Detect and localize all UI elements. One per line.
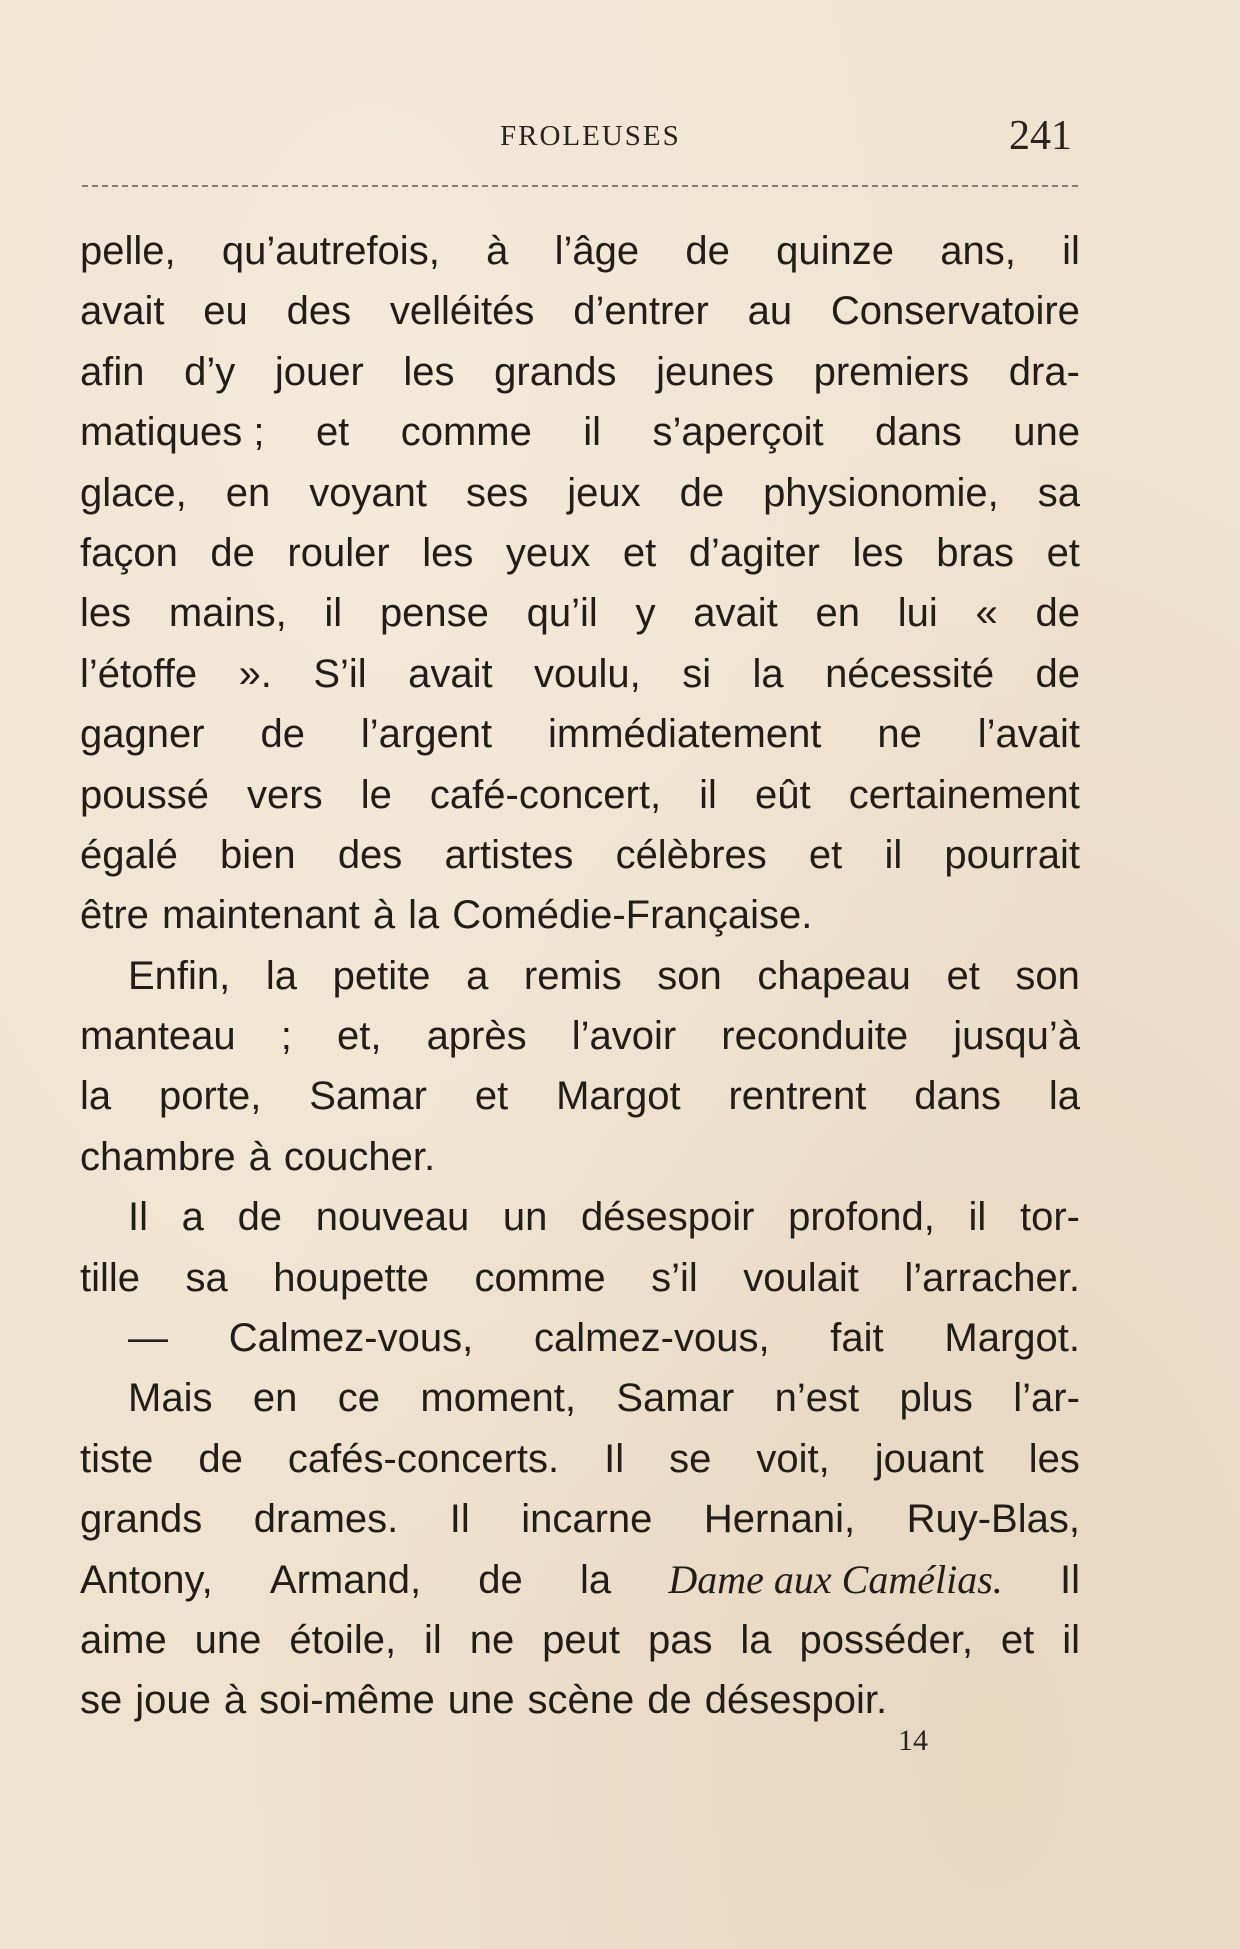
text-line [80,1489,1080,1549]
word: de [210,530,255,575]
word: eu [203,289,248,334]
word: grands [494,349,617,394]
word: de [198,1436,243,1481]
word: il [1062,229,1080,273]
word: de [679,470,725,515]
word: les [80,591,132,636]
word: dans [875,410,962,455]
word: cafés-concerts. [287,1436,560,1481]
word: jouer [274,349,364,394]
word: Samar [616,1376,735,1421]
word: dans [914,1074,1001,1119]
word: Il [1060,1557,1080,1602]
word: les [852,530,904,575]
word: Antony, [80,1557,213,1602]
word: rentrent [728,1074,867,1119]
text-line [80,1066,1080,1126]
word: quinze [776,229,895,273]
text-line [80,1308,1080,1368]
word: n’est [774,1376,860,1421]
word: et [808,832,843,877]
word: de [478,1557,523,1602]
text-line [80,765,1080,825]
word: au [747,289,793,334]
text-line [80,1006,1080,1066]
word: calmez-vous, [533,1316,770,1361]
word: ses [466,470,529,515]
word: comme [400,410,532,455]
word: porte, [159,1074,262,1119]
word: les [1028,1436,1080,1481]
word: Armand, [269,1557,422,1602]
text-line [80,281,1080,341]
text-line [80,704,1080,764]
word: café-concert, [429,772,662,817]
word: l’avait [977,712,1080,757]
word: petite [332,953,431,998]
word: d’entrer [573,289,709,334]
word: le [360,772,392,817]
word: sa [1037,470,1080,515]
word: il [424,1617,442,1662]
word: ». [238,651,272,696]
word: de [1035,651,1080,696]
word: voulu, [534,651,641,696]
word: se [80,1678,123,1723]
word: voit, [756,1436,830,1481]
word: il [583,410,602,455]
word: afin [80,349,145,394]
word: vers [247,772,323,817]
word: voulait [743,1255,859,1300]
word: matiques ; [80,410,265,455]
word: glace, [80,470,187,515]
word: jusqu’à [953,1014,1080,1059]
word: incarne [521,1497,653,1542]
word: Il [604,1436,625,1481]
word: et [315,410,350,455]
word: physionomie, [763,470,999,515]
word: à [372,893,396,938]
word: la [580,1557,612,1602]
word: de [647,1678,692,1723]
word: désespoir [581,1195,755,1240]
word: Margot [556,1074,681,1119]
text-line [80,1127,1080,1187]
word: se [669,1436,712,1481]
word: immédiatement [547,712,822,757]
word: Il [128,1195,148,1240]
word: et [1000,1617,1035,1662]
text-line [80,1187,1080,1247]
word: « [975,591,998,636]
word: des [337,832,403,877]
word: la [740,1617,772,1662]
word: houpette [273,1255,429,1300]
word: et, [336,1014,382,1059]
word: d’y [184,349,236,394]
word: son [657,953,722,998]
word: l’argent [360,712,493,757]
word: l’âge [554,229,640,273]
word: sa [185,1255,228,1300]
word: les [422,530,474,575]
word: velléités [389,289,535,334]
word: gagner [80,712,205,757]
word: il [884,832,903,877]
word: Ruy-Blas, [906,1497,1080,1542]
word: il [324,591,343,636]
text-line [80,825,1080,885]
word: qu’autrefois, [221,229,440,273]
word: grands [80,1497,203,1542]
word: bras [936,530,1015,575]
page-number: 241 [1009,113,1072,159]
word: tor- [1019,1195,1080,1240]
word: des [286,289,352,334]
word: plus [899,1376,973,1421]
word: la [1048,1074,1080,1119]
signature-mark: 14 [898,1724,928,1757]
word: profond, [788,1195,935,1240]
text-line [80,583,1080,643]
text-line [80,1550,1080,1610]
text-line [80,342,1080,402]
word: ne [469,1617,515,1662]
word: fait [830,1316,884,1361]
word: à [223,1678,247,1723]
word: façon [80,530,178,575]
text-line [80,1248,1080,1308]
word: drames. [253,1497,399,1542]
word: remis [523,953,622,998]
text-line [80,1429,1080,1489]
word: nécessité [825,651,995,696]
word: manteau [80,1014,236,1059]
word: coucher. [283,1134,436,1179]
word: une [1013,410,1080,455]
word: Samar [309,1074,427,1119]
word: en [815,591,861,636]
word: Conservatoire [830,289,1080,334]
word: une [194,1617,262,1662]
word: l’étoffe [80,651,198,696]
word: après [426,1014,527,1059]
word: mains, [168,591,287,636]
word: poussé [80,772,209,817]
word: Comédie-Française. [452,893,813,938]
word: de [685,229,730,273]
word: de [260,712,305,757]
word: l’ar- [1013,1376,1080,1421]
word: chapeau [757,953,911,998]
word: avait [80,289,165,334]
word: posséder, [799,1617,973,1662]
word: voyant [309,470,428,515]
text-line [80,402,1080,462]
word: scène [527,1678,635,1723]
word: désespoir. [704,1678,888,1723]
word: les [403,349,455,394]
word: Enfin, [128,953,231,998]
word: étoile, [289,1617,397,1662]
word: ; [280,1014,292,1059]
word: il [968,1195,987,1240]
word: chambre [80,1134,236,1179]
word: Calmez-vous, [228,1316,474,1361]
header-rule [82,185,1078,187]
word: bien [220,832,296,877]
word: tille [80,1255,141,1300]
word: et [946,953,980,998]
word: célèbres [615,832,767,877]
word: reconduite [721,1014,909,1059]
word: a [181,1195,204,1240]
word: la [752,651,784,696]
word: la [80,1074,112,1119]
word: être [80,893,149,938]
word: Mais [128,1376,213,1421]
word: — [128,1316,168,1361]
word: yeux [505,530,591,575]
word: l’arracher. [904,1255,1080,1300]
word: lui [897,591,938,636]
word: certainement [848,772,1080,817]
word: jouant [874,1436,984,1481]
word: Il [449,1497,470,1542]
word: pourrait [944,832,1080,877]
page-header [80,112,1080,162]
word: la [265,953,298,998]
word: l’avoir [571,1014,677,1059]
word: artistes [444,832,574,877]
word: pas [647,1617,713,1662]
word: peut [542,1617,621,1662]
word: en [225,470,271,515]
word: premiers [813,349,970,394]
word: Margot. [944,1316,1080,1361]
word: à [486,229,509,273]
word: s’aperçoit [652,410,824,455]
text-line [80,1610,1080,1670]
word: à [248,1134,271,1179]
text-line [80,885,1080,945]
word: soi-même [259,1678,435,1723]
word: il [1062,1617,1080,1662]
word: Dame aux Camélias. [668,1556,1003,1602]
word: ne [877,712,922,757]
word: et [474,1074,509,1119]
word: moment, [420,1376,576,1421]
word: rouler [287,530,390,575]
word: si [682,651,712,696]
word: ans, [940,229,1016,273]
word: un [502,1195,548,1240]
word: y [635,591,656,636]
text-line [80,1670,1080,1730]
text-line [80,1368,1080,1428]
text-line [80,463,1080,523]
text-line [80,523,1080,583]
word: une [447,1678,515,1723]
word: pense [379,591,489,636]
word: de [1035,591,1080,636]
word: son [1015,953,1080,998]
word: la [408,893,440,938]
word: S’il [313,651,367,696]
word: avait [693,591,778,636]
word: nouveau [315,1195,470,1240]
word: ce [337,1376,380,1421]
running-title: FROLEUSES [500,120,681,152]
word: eût [755,772,811,817]
word: avait [408,651,493,696]
word: aime [80,1617,167,1662]
word: en [252,1376,298,1421]
word: s’il [651,1255,698,1300]
word: jeux [567,470,641,515]
word: il [699,772,717,817]
word: maintenant [161,893,360,938]
text-line [80,946,1080,1006]
word: tiste [80,1436,154,1481]
word: d’agiter [688,530,821,575]
word: comme [474,1255,606,1300]
word: dra- [1008,349,1080,394]
word: a [466,953,489,998]
word: jeunes [656,349,774,394]
text-line [80,644,1080,704]
word: joue [135,1678,211,1723]
text-line [80,221,1080,281]
word: et [1046,530,1080,575]
word: et [622,530,657,575]
word: qu’il [526,591,598,636]
word: égalé [80,832,178,877]
word: de [237,1195,283,1240]
body-text [80,221,1080,1731]
word: Hernani, [703,1497,856,1542]
word: pelle, [80,229,176,273]
